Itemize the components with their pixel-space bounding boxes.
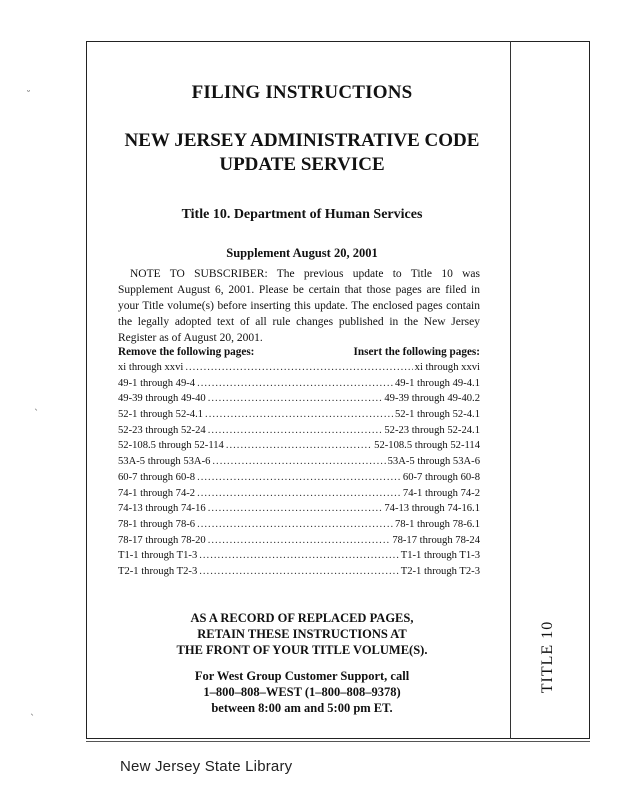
remove-pages: 52-108.5 through 52-114 bbox=[118, 440, 224, 452]
leader-dots bbox=[197, 519, 393, 530]
insert-pages: T2-1 through T2-3 bbox=[400, 565, 480, 577]
remove-pages: 78-17 through 78-20 bbox=[118, 534, 206, 546]
title-tab-label: TITLE 10 bbox=[539, 620, 557, 694]
leader-dots bbox=[205, 409, 393, 420]
remove-pages: 49-39 through 49-40 bbox=[118, 393, 206, 405]
record-line-3: THE FRONT OF YOUR TITLE VOLUME(S). bbox=[176, 643, 428, 657]
support-phone: 1–800–808–WEST (1–800–808–9378) bbox=[203, 685, 401, 699]
remove-pages: T1-1 through T1-3 bbox=[118, 550, 198, 562]
insert-pages: 60-7 through 60-8 bbox=[402, 471, 480, 483]
support-hours: between 8:00 am and 5:00 pm ET. bbox=[211, 701, 393, 715]
table-row bbox=[118, 535, 480, 551]
leader-dots bbox=[212, 456, 385, 467]
remove-pages: 49-1 through 49-4 bbox=[118, 377, 196, 389]
table-row bbox=[118, 550, 480, 566]
record-line-1: AS A RECORD OF REPLACED PAGES, bbox=[190, 611, 414, 625]
title-department: Title 10. Department of Human Services bbox=[181, 207, 423, 222]
leader-dots bbox=[199, 550, 399, 561]
remove-pages: 74-13 through 74-16 bbox=[118, 503, 206, 515]
insert-pages: 52-108.5 through 52-114 bbox=[374, 440, 480, 452]
record-notice bbox=[118, 610, 486, 658]
scan-mark: ˎ bbox=[30, 705, 35, 716]
leader-dots bbox=[208, 503, 383, 514]
remove-pages: 78-1 through 78-6 bbox=[118, 518, 196, 530]
table-row bbox=[118, 488, 480, 504]
scan-mark: ˘ bbox=[26, 90, 31, 101]
insert-pages: 52-23 through 52-24.1 bbox=[384, 424, 480, 436]
insert-pages: 53A-5 through 53A-6 bbox=[387, 456, 480, 468]
supplement-date: Supplement August 20, 2001 bbox=[226, 246, 378, 260]
title-tab bbox=[523, 612, 573, 702]
insert-pages: T1-1 through T1-3 bbox=[400, 550, 480, 562]
remove-pages: 52-23 through 52-24 bbox=[118, 424, 206, 436]
subscriber-note: NOTE TO SUBSCRIBER: The previous update to Title 10 was Supplement August 6, 2001. Please be certain that those pages are filed in your Title volume(s) before inserting this update. The enclosed pages contain the legally adopted text of all rule changes published in the New Jersey Register as of August 20, 2001. bbox=[118, 268, 480, 344]
insert-pages: 49-1 through 49-4.1 bbox=[394, 377, 480, 389]
insert-pages: 78-1 through 78-6.1 bbox=[394, 518, 480, 530]
remove-pages: T2-1 through T2-3 bbox=[118, 565, 198, 577]
leader-dots bbox=[197, 488, 401, 499]
remove-column-header: Remove the following pages: bbox=[118, 346, 255, 358]
leader-dots bbox=[208, 393, 383, 404]
scan-mark: ˎ bbox=[34, 400, 39, 411]
tab-divider-line bbox=[510, 41, 511, 739]
table-row bbox=[118, 472, 480, 488]
table-row bbox=[118, 393, 480, 409]
table-row bbox=[118, 456, 480, 472]
code-title-line-1: NEW JERSEY ADMINISTRATIVE CODE bbox=[124, 130, 480, 151]
table-row bbox=[118, 566, 480, 582]
table-row bbox=[118, 503, 480, 519]
table-row bbox=[118, 425, 480, 441]
insert-column-header: Insert the following pages: bbox=[353, 346, 480, 358]
leader-dots bbox=[208, 535, 391, 546]
leader-dots bbox=[226, 440, 372, 451]
leader-dots bbox=[199, 566, 399, 577]
table-row bbox=[118, 362, 480, 378]
record-line-2: RETAIN THESE INSTRUCTIONS AT bbox=[197, 627, 407, 641]
table-row bbox=[118, 440, 480, 456]
remove-pages: 53A-5 through 53A-6 bbox=[118, 456, 211, 468]
insert-pages: 74-13 through 74-16.1 bbox=[384, 503, 480, 515]
insert-pages: 52-1 through 52-4.1 bbox=[394, 409, 480, 421]
leader-dots bbox=[185, 362, 412, 373]
pages-table bbox=[118, 362, 480, 582]
code-title-line-2: UPDATE SERVICE bbox=[219, 154, 385, 175]
remove-pages: xi through xxvi bbox=[118, 362, 184, 373]
leader-dots bbox=[197, 472, 401, 483]
insert-pages: xi through xxvi bbox=[414, 362, 480, 373]
table-row bbox=[118, 519, 480, 535]
remove-pages: 74-1 through 74-2 bbox=[118, 487, 196, 499]
customer-support bbox=[118, 668, 486, 716]
table-row bbox=[118, 378, 480, 394]
remove-pages: 52-1 through 52-4.1 bbox=[118, 409, 204, 421]
insert-pages: 78-17 through 78-24 bbox=[392, 534, 480, 546]
page-title: FILING INSTRUCTIONS bbox=[191, 82, 413, 103]
library-stamp: New Jersey State Library bbox=[120, 758, 293, 775]
leader-dots bbox=[197, 378, 393, 389]
support-line-1: For West Group Customer Support, call bbox=[194, 669, 410, 683]
leader-dots bbox=[208, 425, 383, 436]
bottom-rule bbox=[86, 741, 590, 742]
remove-pages: 60-7 through 60-8 bbox=[118, 471, 196, 483]
insert-pages: 74-1 through 74-2 bbox=[402, 487, 480, 499]
table-row bbox=[118, 409, 480, 425]
insert-pages: 49-39 through 49-40.2 bbox=[384, 393, 480, 405]
